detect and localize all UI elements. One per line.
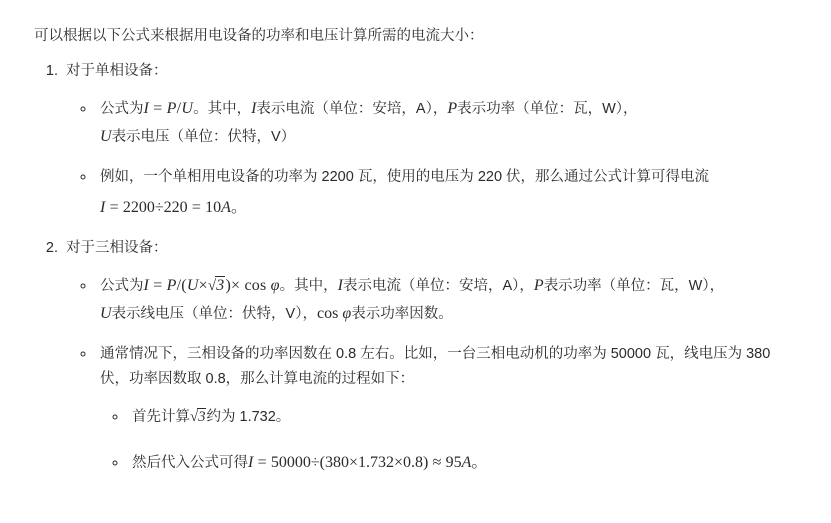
formula-after-text: 。其中， xyxy=(193,100,252,117)
formula-prefix-text: 公式为 xyxy=(100,100,144,117)
def3-U-text: 表示线电压（单位：伏特，V） xyxy=(111,305,303,322)
three-phase-formula-item: ◦ 公式为I = P/(U×√3)× cos φ。其中，I表示电流（单位：安培，A），P表示功率（单位：瓦，W），U表示线电压（单位：伏特，V），cos φ表示功率因数。 xyxy=(96,272,803,328)
single-phase-heading: 对于单相设备： xyxy=(66,63,168,80)
three-phase-example-text: 通常情况下，三相设备的功率因数在 0.8 左右。比如，一台三相电动机的功率为 50000 瓦，线电压为 380 伏，功率因数取 0.8，那么计算电流的过程如下： xyxy=(100,345,771,387)
final-current-formula: I = 50000÷(380×1.732×0.8) ≈ 95A。 xyxy=(248,453,488,471)
def-U-text: 表示电压（单位：伏特，V） xyxy=(111,128,296,145)
def-P-text: 表示功率（单位：瓦，W） xyxy=(457,100,624,117)
def-P: P表示功率（单位：瓦，W） xyxy=(447,99,624,117)
single-phase-formula: I = P/U xyxy=(143,99,194,117)
def3-I-text: 表示电流（单位：安培，A） xyxy=(342,277,520,294)
three-phase-steps-list xyxy=(100,404,803,476)
def3-cosphi: cos φ表示功率因数。 xyxy=(316,304,453,322)
def-I: I表示电流（单位：安培，A） xyxy=(251,99,433,117)
single-phase-example-text: 例如，一个单相用电设备的功率为 2200 瓦，使用的电压为 220 伏，那么通过公式计算可得电流 xyxy=(100,168,710,185)
single-phase-example-item xyxy=(96,165,803,222)
three-phase-sublist xyxy=(66,272,803,477)
step-sqrt3-prefix: 首先计算 xyxy=(132,409,190,426)
list-item-three-phase xyxy=(62,236,803,477)
def3-I: I表示电流（单位：安培，A） xyxy=(337,276,520,294)
three-phase-formula: I = P/(U×√3)× cos φ xyxy=(143,276,280,294)
three-phase-formula-prefix: 公式为 xyxy=(100,277,144,294)
three-phase-example-item xyxy=(96,342,803,477)
answer-list xyxy=(34,59,803,476)
three-phase-heading: 对于三相设备： xyxy=(66,240,168,257)
single-phase-example-formula: I = 2200÷220 = 10A。 xyxy=(100,199,247,217)
def3-cosphi-text: 表示功率因数。 xyxy=(351,305,453,322)
single-phase-sublist xyxy=(66,95,803,222)
three-phase-formula-after: 。其中， xyxy=(279,277,338,294)
single-phase-formula-item: ◦ 公式为I = P/U。其中，I表示电流（单位：安培，A），P表示功率（单位：瓦，W），U表示电压（单位：伏特，V） xyxy=(96,95,803,151)
def3-U: U表示线电压（单位：伏特，V） xyxy=(100,304,303,322)
def-I-text: 表示电流（单位：安培，A） xyxy=(256,100,433,117)
intro-paragraph: 可以根据以下公式来根据用电设备的功率和电压计算所需的电流大小： xyxy=(34,28,484,44)
def3-P: P表示功率（单位：瓦，W） xyxy=(533,276,710,294)
step-final-current xyxy=(128,447,803,477)
def3-P-text: 表示功率（单位：瓦，W） xyxy=(543,277,710,294)
step-sqrt3 xyxy=(128,404,803,430)
step-final-prefix: 然后代入公式可得 xyxy=(132,454,248,471)
sqrt3-formula: √3 xyxy=(190,409,206,426)
def-U: U表示电压（单位：伏特，V） xyxy=(100,127,296,145)
list-item-single-phase xyxy=(62,59,803,222)
step-sqrt3-after: 约为 1.732。 xyxy=(206,409,291,426)
